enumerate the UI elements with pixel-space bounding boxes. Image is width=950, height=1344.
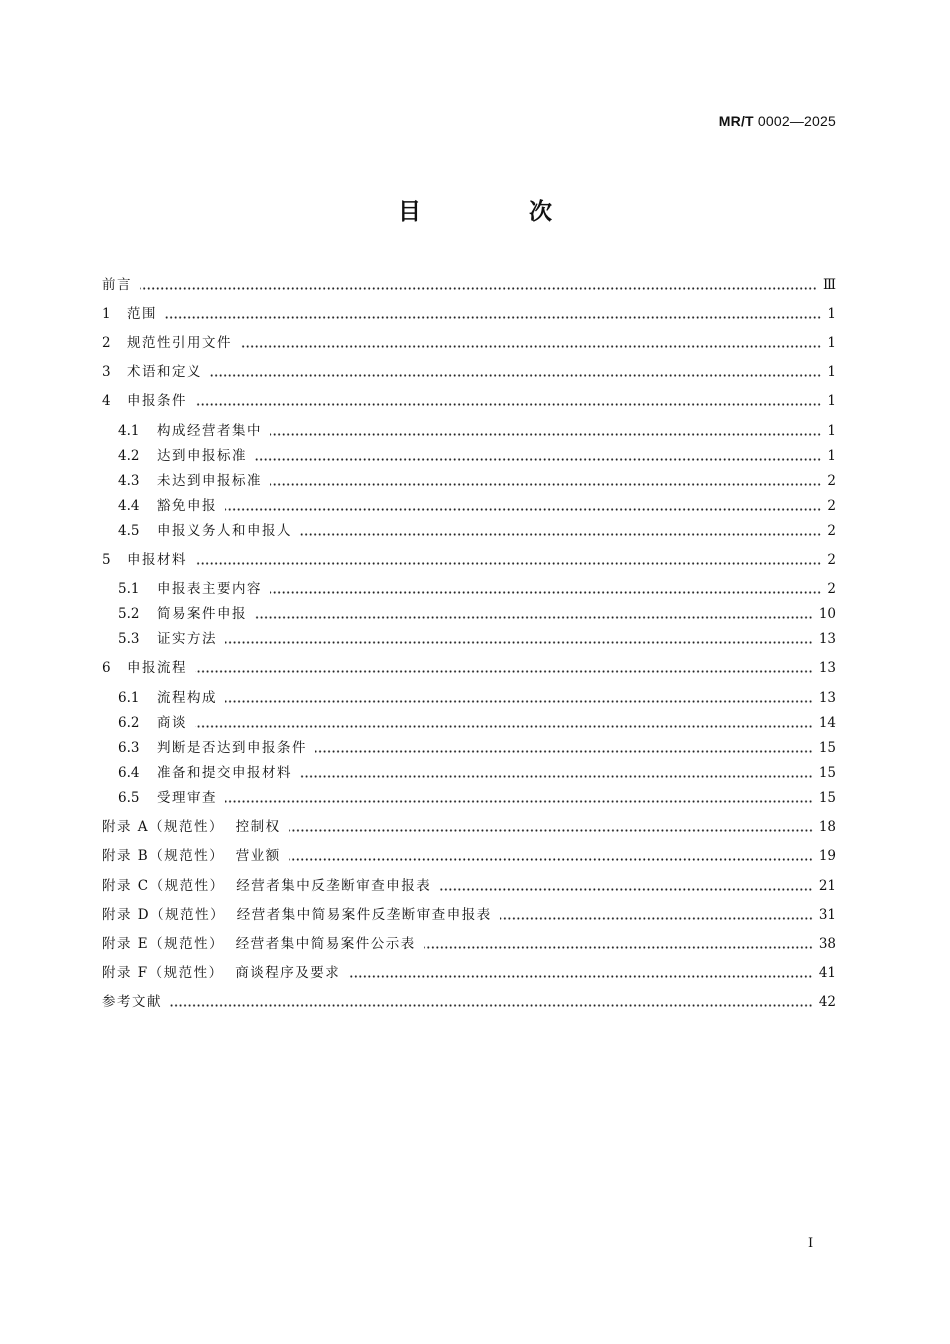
toc-entry-appendix-d[interactable]: [102, 905, 836, 925]
toc-leader-dots: [439, 888, 813, 891]
toc-leader-dots: [225, 800, 813, 803]
toc-leader-dots: [195, 725, 813, 728]
toc-entry-4[interactable]: [102, 391, 836, 411]
toc-entry-label: 申报流程: [127, 660, 187, 676]
toc-entry-6-5[interactable]: [118, 788, 836, 808]
toc-entry-label: 判断是否达到申报条件: [157, 740, 307, 756]
toc-leader-dots: [270, 433, 821, 436]
toc-leader-dots: [289, 858, 813, 861]
toc-leader-dots: [424, 946, 813, 949]
toc-entry-label: 申报材料: [127, 552, 187, 568]
toc-entry-number: 4.2: [118, 448, 140, 464]
toc-entry-page: 41: [818, 965, 836, 981]
toc-entry-page: 38: [818, 936, 836, 952]
toc-entry-5-3[interactable]: [118, 629, 836, 649]
toc-entry-number: 6.3: [118, 740, 140, 756]
toc-leader-dots: [225, 641, 813, 644]
toc-leader-dots: [270, 591, 821, 594]
toc-entry-label: 参考文献: [102, 994, 162, 1010]
toc-leader-dots: [300, 533, 821, 536]
toc-entry-2[interactable]: [102, 333, 836, 353]
toc-entry-page: 2: [827, 498, 836, 514]
toc-entry-page: 31: [818, 907, 836, 923]
toc-leader-dots: [170, 1004, 813, 1007]
toc-entry-page: 13: [818, 690, 836, 706]
toc-entry-label: 受理审查: [157, 790, 217, 806]
toc-entry-page: 42: [818, 994, 836, 1010]
toc-entry-page: 2: [827, 581, 836, 597]
toc-entry-4-2[interactable]: [118, 446, 836, 466]
toc-leader-dots: [255, 616, 813, 619]
toc-entry-page: 15: [818, 765, 836, 781]
toc-entry-label: 申报条件: [127, 393, 187, 409]
toc-title: 目 次: [397, 199, 602, 225]
toc-entry-number: 4.1: [118, 423, 140, 439]
document-code-prefix: MR/T: [718, 113, 754, 129]
toc-entry-appendix-e[interactable]: [102, 934, 836, 954]
toc-entry-bibliography[interactable]: [102, 992, 836, 1012]
toc-entry-page: 1: [827, 423, 836, 439]
toc-leader-dots: [195, 670, 813, 673]
toc-leader-dots: [300, 775, 813, 778]
toc-entry-number: 3: [102, 364, 111, 380]
toc-leader-dots: [348, 975, 813, 978]
toc-entry-number: 6.4: [118, 765, 140, 781]
toc-entry-page: 2: [827, 473, 836, 489]
toc-entry-page: 1: [827, 306, 836, 322]
toc-entry-6-3[interactable]: [118, 738, 836, 758]
document-code: [719, 113, 836, 129]
toc-entry-page: 21: [818, 878, 836, 894]
toc-entry-label: 证实方法: [157, 631, 217, 647]
toc-entry-label: 附录 F（规范性） 商谈程序及要求: [102, 965, 341, 981]
toc-entry-label: 规范性引用文件: [127, 335, 232, 351]
toc-entry-number: 4.4: [118, 498, 140, 514]
toc-entry-label: 术语和定义: [127, 364, 202, 380]
toc-entry-6[interactable]: [102, 658, 836, 678]
toc-leader-dots: [225, 508, 821, 511]
toc-entry-page: 15: [818, 790, 836, 806]
toc-leader-dots: [500, 917, 813, 920]
toc-entry-number: 4: [102, 393, 111, 409]
toc-entry-4-4[interactable]: [118, 496, 836, 516]
document-code-number: 0002—2025: [757, 113, 836, 129]
toc-entry-label: 达到申报标准: [157, 448, 247, 464]
toc-entry-page: 15: [818, 740, 836, 756]
toc-leader-dots: [140, 287, 817, 290]
toc-entry-label: 简易案件申报: [157, 606, 247, 622]
toc-entry-page: 2: [827, 552, 836, 568]
toc-entry-6-2[interactable]: [118, 713, 836, 733]
toc-entry-label: 豁免申报: [157, 498, 217, 514]
toc-leader-dots: [195, 562, 821, 565]
toc-entry-number: 5.3: [118, 631, 140, 647]
toc-entry-label: 前言: [102, 277, 132, 293]
toc-entry-label: 附录 C（规范性） 经营者集中反垄断审查申报表: [102, 878, 432, 894]
toc-entry-5[interactable]: [102, 550, 836, 570]
toc-leader-dots: [225, 700, 813, 703]
toc-entry-page: 1: [827, 393, 836, 409]
toc-entry-label: 商谈: [157, 715, 187, 731]
toc-entry-1[interactable]: [102, 304, 836, 324]
toc-entry-page: 1: [827, 335, 836, 351]
toc-entry-page: 2: [827, 523, 836, 539]
toc-entry-label: 申报表主要内容: [157, 581, 262, 597]
toc-entry-appendix-f[interactable]: [102, 963, 836, 983]
toc-entry-number: 6.1: [118, 690, 140, 706]
toc-entry-page: 10: [818, 606, 836, 622]
toc-entry-label: 申报义务人和申报人: [157, 523, 292, 539]
toc-entry-appendix-b[interactable]: [102, 846, 836, 866]
toc-leader-dots: [315, 750, 813, 753]
toc-entry-4-1[interactable]: [118, 421, 836, 441]
toc-leader-dots: [210, 374, 821, 377]
toc-entry-appendix-a[interactable]: [102, 817, 836, 837]
toc-entry-label: 附录 E（规范性） 经营者集中简易案件公示表: [102, 936, 416, 952]
toc-leader-dots: [289, 829, 813, 832]
toc-entry-label: 附录 A（规范性） 控制权: [102, 819, 281, 835]
toc-leader-dots: [270, 483, 821, 486]
toc-entry-number: 1: [102, 306, 111, 322]
toc-entry-label: 流程构成: [157, 690, 217, 706]
toc-entry-label: 附录 D（规范性） 经营者集中简易案件反垄断审查申报表: [102, 907, 492, 923]
toc-entry-4-3[interactable]: [118, 471, 836, 491]
toc-entry-number: 5.2: [118, 606, 140, 622]
toc-entry-page: 13: [818, 660, 836, 676]
toc-entry-label: 附录 B（规范性） 营业额: [102, 848, 281, 864]
toc-entry-number: 4.3: [118, 473, 140, 489]
toc-leader-dots: [255, 458, 821, 461]
toc-entry-page: Ⅲ: [822, 277, 836, 293]
toc-entry-foreword[interactable]: [102, 275, 836, 295]
toc-entry-page: 13: [818, 631, 836, 647]
toc-entry-6-4[interactable]: [118, 763, 836, 783]
page-number: I: [808, 1236, 814, 1251]
toc-entry-5-1[interactable]: [118, 579, 836, 599]
toc-entry-page: 1: [827, 364, 836, 380]
toc-entry-appendix-c[interactable]: [102, 876, 836, 896]
toc-entry-6-1[interactable]: [118, 688, 836, 708]
toc-entry-page: 1: [827, 448, 836, 464]
toc-entry-number: 4.5: [118, 523, 140, 539]
toc-leader-dots: [165, 316, 821, 319]
toc-entry-number: 6: [102, 660, 111, 676]
toc-entry-4-5[interactable]: [118, 521, 836, 541]
toc-leader-dots: [195, 403, 821, 406]
toc-entry-label: 构成经营者集中: [157, 423, 262, 439]
toc-entry-label: 准备和提交申报材料: [157, 765, 292, 781]
toc-entry-number: 5.1: [118, 581, 140, 597]
toc-entry-number: 5: [102, 552, 111, 568]
toc-leader-dots: [240, 345, 821, 348]
toc-entry-3[interactable]: [102, 362, 836, 382]
toc-entry-number: 2: [102, 335, 111, 351]
toc-entry-number: 6.2: [118, 715, 140, 731]
toc-entry-label: 范围: [127, 306, 157, 322]
toc-entry-page: 14: [818, 715, 836, 731]
toc-entry-page: 18: [818, 819, 836, 835]
toc-entry-label: 未达到申报标准: [157, 473, 262, 489]
toc-entry-page: 19: [818, 848, 836, 864]
toc-entry-5-2[interactable]: [118, 604, 836, 624]
toc-entry-number: 6.5: [118, 790, 140, 806]
